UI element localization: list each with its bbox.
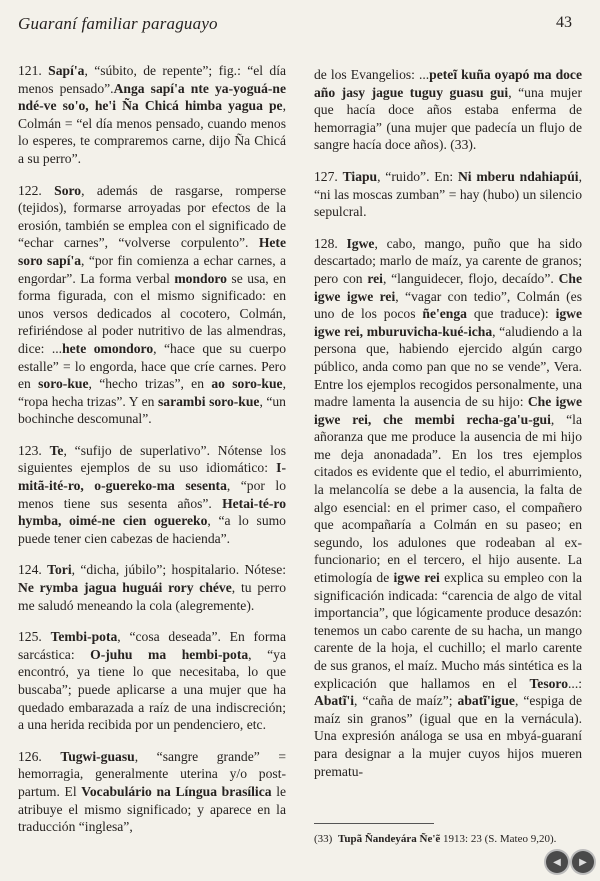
entry-125 (18, 628, 286, 734)
bold-term: Abatĩ'i (314, 693, 355, 709)
text-run: , “aludiendo a la persona que, habiendo ejercido algún cargo público, anda como pan que no se vende”, Vera. Entre los ejemplos recogidos personalmente, una madre lamenta la ausencia de su hijo: (314, 323, 582, 410)
text-run: 122. (18, 182, 55, 198)
page-number: 43 (556, 14, 572, 31)
text-run: , “la añoranza que me produce la ausencia de mi hijo me deja anonadada”. En los tres ejemplos citados es evidente que el tedio, el aburrimiento, la melancolía se debe a la ausencia, la falta de algo esencial: en el primer caso, el compañero que acompañaría a Colmán en su paseo; en segundo, los adulones que rodeaban al ex-funcionario; en el tercero, el hijo ausente. La etimología de (314, 411, 582, 586)
next-page-icon[interactable]: ▶ (572, 851, 594, 873)
text-run: , “súbito, de repente”; fig.: “el día menos pensado”. (18, 63, 287, 96)
text-run: , Colmán = “el día menos pensado, cuando menos lo esperes, te compraremos carne, dijo Ña Chicá a su perro”. (18, 98, 286, 166)
text-run: , además de rasgarse, romperse (tejidos), formarse arroyadas por efectos de la erosión, también se emplea con el significado de “echar carnes”, “volverse corpulento”. (18, 182, 286, 251)
bold-term: peteĩ kuña oyapó ma doce año jasy jague tuguy guasu gui (314, 67, 583, 100)
text-run: , “a lo sumo puede tener cien cabezas de hacienda”. (18, 513, 286, 546)
bold-term: Che igwe igwe rei, che membi recha-ga'u-gui (314, 394, 583, 427)
bold-term: hete omondoro (62, 340, 154, 356)
bold-term: O-juhu ma hembi-pota (90, 646, 249, 662)
text-run: , tu perro me saludó meneando la cola (alegremente). (18, 580, 286, 613)
text-run: , “por lo menos tiene sus sesenta años”. (18, 478, 286, 511)
running-header-title: Guaraní familiar paraguayo (18, 14, 218, 33)
bold-term: Tesoro (529, 675, 569, 691)
footnote-number: (33) (314, 833, 333, 845)
text-run: explica su empleo con la significación indicada: “carencia de algo de vital importancia”, que lógicamente produce desazón: tenemos un cabo carente de su hacha, un mango carente de la hoja, el cuchillo; el marlo carente de sus granos, el maíz. Mucho más sintética es la explicación que hallamos en el (314, 570, 583, 691)
text-run: , “espiga de maíz sin granos” (igual que en la vernácula). Una expresión análoga se usa en mbyá-guaraní para designar a la mujer cuyos hijos mueren prematu- (314, 693, 583, 779)
bold-term: sarambi soro-kue (157, 393, 260, 409)
footnote-text (338, 833, 556, 845)
footnote-divider (314, 823, 434, 824)
bold-term: Te (49, 442, 64, 458)
bold-term: Sapí'a (48, 63, 85, 78)
text-run: , “vagar con tedio”, Colmán (es uno de los pocos (314, 288, 582, 322)
text-run: , “languidecer, flojo, decaído”. (382, 270, 559, 286)
bold-term: Tori (47, 562, 72, 578)
text-run: , “sufijo de superlativo”. Nótense los siguientes ejemplos de su uso idiomático: (18, 442, 287, 476)
right-column (314, 66, 582, 794)
bold-term: abatĩ'igue (457, 693, 515, 709)
bold-term: Tiapu (342, 168, 378, 184)
text-run: que traduce): (466, 306, 556, 322)
left-column (18, 62, 286, 850)
bold-term: Tupã Ñandeyára Ñe'ẽ (338, 833, 441, 845)
entry-121 (18, 62, 286, 168)
bold-term: Tugwi-guasu (60, 748, 135, 764)
text-run: , “sangre grande” = hemorragia, generalmente uterina y/o post-partum. El (18, 748, 287, 799)
bold-term: Igwe (346, 235, 375, 251)
entry-126-cont (314, 66, 582, 154)
text-run: , “una mujer que hacía doce años estaba enferma de hemorragia” (una mujer que padecía un flujo de sangre hacía doce años). (33). (314, 84, 582, 153)
text-run: ...: (568, 675, 582, 691)
bold-term: mondoro (174, 270, 227, 286)
text-run: , “caña de maíz”; (354, 693, 458, 709)
entry-127 (314, 168, 582, 221)
bold-term: Soro (54, 182, 82, 198)
bold-term: soro-kue (38, 376, 89, 392)
page-navigation (546, 851, 594, 873)
bold-term: igwe igwe rei, mburuvicha-kué-icha (314, 306, 583, 339)
text-run: , “cosa deseada”. En forma sarcástica: (18, 629, 286, 662)
text-run: 123. (18, 442, 50, 458)
bold-term: Vocabulário na Língua brasílica (81, 783, 272, 799)
entry-126 (18, 748, 286, 836)
text-run: , cabo, mango, puño que ha sido descartado; marlo de maíz, ya carente de granos; pero con (314, 235, 582, 286)
bold-term: ñe'enga (422, 306, 467, 322)
text-run: 1913: 23 (S. Mateo 9,20). (440, 833, 557, 845)
entry-122 (18, 182, 286, 428)
text-run: , “ruido”. En: (377, 168, 458, 184)
text-run: 125. (18, 629, 51, 645)
bold-term: I-mitã-ité-ro, o-guereko-ma sesenta (18, 460, 286, 494)
bold-term: rei (367, 270, 383, 286)
bold-term: Ni mberu ndahiapúi (457, 168, 579, 184)
text-run: se usa, en forma figurada, con el mismo significado: en unos versos dedicados al cocotero, Colmán, refiriéndose al poder nutritivo de las almendras, dice: ... (18, 270, 286, 356)
bold-term: Hete soro sapí'a (18, 235, 286, 268)
bold-term: Ne rymba jagua huguái rory chéve (18, 580, 232, 596)
text-run: , “hecho trizas”, en (88, 376, 212, 392)
text-run: 128. (314, 235, 347, 251)
bold-term: Che igwe igwe rei (314, 270, 582, 304)
text-run: , “ya encontró, ya tiene lo que necesitaba, lo que buscaba”; puede aplicarse a una mujer que ha quedado embarazada a raíz de una indiscreción; a una herida recibida por un pendenciero, etc. (18, 646, 286, 733)
entry-124 (18, 561, 286, 614)
text-run: le atribuye el mismo significado; y aparece en la traducción “inglesa”, (18, 783, 286, 835)
bold-term: ao soro-kue (211, 376, 283, 392)
text-run: , “ropa hecha trizas”. Y en (18, 376, 286, 409)
text-run: de los Evangelios: ... (314, 67, 430, 82)
bold-term: Tembi-pota (50, 629, 118, 645)
text-run: , “hace que su cuerpo estalle” = lo engorda, hace que críe carnes. Pero en (18, 340, 286, 392)
prev-page-icon[interactable]: ◀ (546, 851, 568, 873)
entry-123 (18, 442, 286, 548)
text-run: 127. (314, 168, 343, 184)
text-run: 126. (18, 748, 61, 764)
bold-term: Hetai-té-ro hymba, oimé-ne cien oguereko (18, 495, 286, 529)
bold-term: igwe rei (393, 570, 440, 586)
entry-128 (314, 235, 582, 780)
text-run: , “por fin comienza a echar carnes, a engordar”. La forma verbal (18, 252, 286, 286)
text-run: , “ni las moscas zumban” = hay (hubo) un silencio sepulcral. (314, 168, 582, 220)
text-run: , “un bochinche descomunal”. (18, 393, 286, 427)
footnote (314, 832, 582, 846)
text-run: 124. (18, 562, 48, 578)
bold-term: Anga sapí'a nte ya-yoguá-ne ndé-ve so'o, he'i Ña Chicá himba yagua pe (18, 80, 286, 114)
text-run: , “dicha, júbilo”; hospitalario. Nótese: (71, 562, 287, 578)
text-run: 121. (18, 63, 49, 78)
